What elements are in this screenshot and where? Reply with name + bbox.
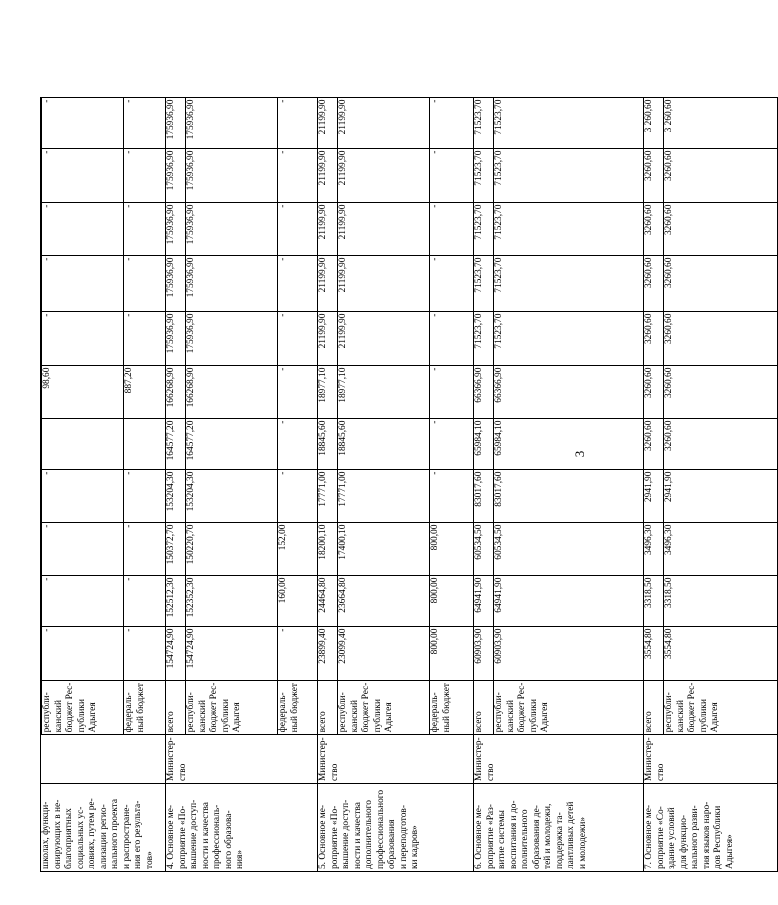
amount-cell: - [278, 469, 318, 522]
budget-source-cell [124, 680, 166, 735]
budget-source-line: канский [349, 700, 360, 733]
amount-cell: 71523,70 [494, 202, 644, 255]
amount-cell: 71523,70 [474, 311, 494, 365]
page-number: 3 [572, 450, 587, 458]
activity-name-line: нального проекта [110, 798, 120, 869]
amount-cell: - [124, 202, 166, 255]
executor-line: Министер- [644, 737, 654, 781]
amount-cell: - [42, 202, 124, 255]
amount-cell: - [42, 469, 124, 522]
executor-cell [474, 735, 644, 784]
executor-line: ство [655, 763, 666, 781]
amount-cell: - [430, 418, 474, 469]
table-row [166, 97, 186, 871]
amount-cell: - [430, 97, 474, 148]
amount-cell: 175936,90 [166, 202, 186, 255]
amount-cell: 3260,60 [644, 418, 664, 469]
budget-source-line: публики [698, 698, 709, 733]
activity-name-cell [318, 784, 474, 872]
amount-cell: 175936,90 [186, 148, 278, 202]
activity-name-line: лантливых детей [566, 801, 576, 869]
amount-cell: - [278, 255, 318, 311]
activity-name-cell [644, 784, 778, 872]
budget-source-line: федераль- [430, 692, 440, 733]
amount-cell: 3318,50 [644, 575, 664, 626]
budget-source-line: республи- [186, 692, 196, 733]
activity-name-line: ности и качества [352, 802, 363, 869]
amount-cell: 21199,90 [338, 311, 430, 365]
amount-cell: - [42, 148, 124, 202]
amount-cell: 23099,40 [338, 626, 430, 680]
table-row [318, 97, 338, 871]
budget-source-line: всего [318, 711, 328, 733]
amount-cell: 18977,10 [318, 365, 338, 418]
amount-cell: 3260,60 [664, 148, 778, 202]
budget-source-cell [494, 680, 644, 735]
amount-cell: - [430, 365, 474, 418]
budget-source-line: Адыгея [540, 702, 550, 733]
budget-source-line: бюджет Рес- [65, 682, 75, 733]
amount-cell: - [278, 626, 318, 680]
amount-cell: 71523,70 [474, 148, 494, 202]
amount-cell: 71523,70 [474, 97, 494, 148]
budget-source-line: канский [197, 700, 208, 733]
amount-cell: - [42, 255, 124, 311]
budget-source-cell [664, 680, 778, 735]
executor-cell [644, 735, 778, 784]
amount-cell: 175936,90 [166, 148, 186, 202]
executor-line: ство [329, 763, 340, 781]
activity-name-line: воспитания и до- [508, 800, 519, 869]
amount-cell: - [124, 148, 166, 202]
amount-cell: - [430, 469, 474, 522]
amount-cell: 17771,00 [338, 469, 430, 522]
budget-table [40, 97, 778, 872]
amount-cell [42, 418, 124, 469]
amount-cell: 3260,60 [664, 311, 778, 365]
amount-cell: 17400,10 [338, 522, 430, 575]
amount-cell: 152,00 [278, 522, 318, 575]
amount-cell: 65984,10 [474, 418, 494, 469]
activity-name-line: 7. Основное ме- [644, 805, 654, 869]
amount-cell: 3260,60 [664, 202, 778, 255]
activity-name-line: тия языков наро- [701, 801, 712, 869]
amount-cell: 175936,90 [166, 311, 186, 365]
amount-cell: 175936,90 [186, 202, 278, 255]
amount-cell: 21199,90 [318, 311, 338, 365]
amount-cell: 24464,80 [318, 575, 338, 626]
amount-cell: 21199,90 [318, 97, 338, 148]
activity-name-line: для функцио- [678, 814, 689, 869]
activity-name-line: благоприятных [64, 808, 74, 869]
amount-cell: 3 260,60 [664, 97, 778, 148]
table-row [644, 97, 664, 871]
budget-source-cell [166, 680, 186, 735]
activity-name-line: вышение доступ- [341, 799, 351, 869]
amount-cell: - [42, 311, 124, 365]
amount-cell: 3260,60 [664, 255, 778, 311]
amount-cell: 23899,40 [318, 626, 338, 680]
activity-name-line: ности и качества [200, 802, 211, 869]
activity-name-line: тов» [144, 851, 155, 869]
amount-cell: 3554,80 [644, 626, 664, 680]
amount-cell: 83017,60 [474, 469, 494, 522]
budget-source-line: республи- [338, 692, 348, 733]
amount-cell: 60534,50 [494, 522, 644, 575]
activity-name-line: социальных ус- [75, 806, 86, 869]
amount-cell [124, 365, 166, 418]
budget-source-line: Адыгея [232, 702, 242, 733]
budget-source-line: публики [76, 698, 87, 733]
amount-cell: - [430, 202, 474, 255]
amount-cell: 21199,90 [318, 202, 338, 255]
budget-source-line: ный бюджет [135, 683, 146, 733]
amount-cell: - [42, 575, 124, 626]
amount-cell: 150220,70 [186, 522, 278, 575]
activity-name-line: онирующих в не- [52, 799, 63, 869]
budget-source-line: Адыгея [710, 702, 720, 733]
budget-source-cell [186, 680, 278, 735]
amount-cell: - [430, 148, 474, 202]
activity-name-line: дов Республики [713, 805, 723, 869]
budget-source-cell [644, 680, 664, 735]
budget-source-line: всего [644, 711, 654, 733]
amount-cell: 166268,90 [166, 365, 186, 418]
budget-source-line: республи- [664, 692, 674, 733]
amount-cell: - [278, 97, 318, 148]
activity-name-line: нального разви- [690, 805, 700, 869]
executor-line: Министер- [318, 737, 328, 781]
budget-source-line: федераль- [278, 692, 288, 733]
amount-cell: 60534,50 [474, 522, 494, 575]
activity-name-line: роприятие «Со- [655, 806, 666, 869]
amount-cell: 152512,30 [166, 575, 186, 626]
activity-name-line: 5. Основное ме- [318, 805, 328, 869]
amount-cell: 71523,70 [494, 97, 644, 148]
amount-cell: - [124, 626, 166, 680]
amount-cell: 66366,90 [474, 365, 494, 418]
activity-name-line: поддержка та- [554, 812, 565, 869]
amount-cell: 3318,50 [664, 575, 778, 626]
activity-name-line: ловиях, путем ре- [87, 798, 97, 869]
amount-cell: 3260,60 [644, 255, 664, 311]
amount-cell: - [42, 626, 124, 680]
amount-cell: 21199,90 [318, 255, 338, 311]
amount-cell: 60903,90 [474, 626, 494, 680]
amount-cell: 60903,90 [494, 626, 644, 680]
amount-cell: - [124, 255, 166, 311]
amount-cell: - [278, 365, 318, 418]
activity-name-cell [166, 784, 318, 872]
activity-name-line: ки кадров» [410, 825, 420, 869]
amount-cell: - [278, 202, 318, 255]
budget-source-line: публики [528, 698, 539, 733]
activity-name-line: и распростране- [121, 804, 132, 869]
amount-cell: 21199,90 [338, 202, 430, 255]
executor-cell [41, 735, 166, 784]
activity-name-line: роприятие «По- [177, 805, 188, 869]
amount-cell: - [430, 255, 474, 311]
amount-cell: 21199,90 [318, 148, 338, 202]
activity-name-line: роприятие «По- [329, 805, 340, 869]
amount-cell: 800,00 [430, 626, 474, 680]
budget-source-line: ный бюджет [289, 683, 300, 733]
amount-cell: 153204,30 [166, 469, 186, 522]
activity-name-line: здание условий [667, 807, 677, 869]
amount-cell: - [42, 522, 124, 575]
amount-cell: 21199,90 [338, 255, 430, 311]
activity-name-line: роприятие «Раз- [485, 804, 496, 869]
amount-cell: 18977,10 [338, 365, 430, 418]
amount-cell: 64941,90 [494, 575, 644, 626]
activity-name-line: и переподготов- [398, 805, 409, 869]
activity-name-line: полнительного [520, 809, 530, 869]
budget-source-line: республи- [42, 692, 52, 733]
budget-source-cell [42, 680, 124, 735]
activity-name-line: Адыгея» [724, 834, 735, 869]
amount-cell: 18845,60 [318, 418, 338, 469]
amount-cell: 71523,70 [474, 202, 494, 255]
budget-source-line: республи- [494, 692, 504, 733]
budget-source-cell [430, 680, 474, 735]
activity-name-line: тей и молодежи, [543, 803, 553, 869]
budget-source-line: канский [505, 700, 516, 733]
amount-cell: 3260,60 [664, 365, 778, 418]
amount-cell: 2941,90 [644, 469, 664, 522]
executor-line: Министер- [474, 737, 484, 781]
amount-cell: 154724,90 [186, 626, 278, 680]
amount-cell: 71523,70 [474, 255, 494, 311]
amount-cell: 71523,70 [494, 148, 644, 202]
amount-cell: 3260,60 [644, 365, 664, 418]
activity-name-line: вышение доступ- [189, 799, 199, 869]
activity-name-line: ного образова- [223, 810, 234, 869]
budget-source-line: всего [474, 711, 484, 733]
amount-cell: 18200,10 [318, 522, 338, 575]
budget-source-line: публики [220, 698, 231, 733]
amount-cell: - [430, 311, 474, 365]
amount-cell: 3260,60 [664, 418, 778, 469]
amount-cell: 17771,00 [318, 469, 338, 522]
budget-source-cell [474, 680, 494, 735]
amount-cell: 3496,30 [644, 522, 664, 575]
amount-cell: 3496,30 [664, 522, 778, 575]
amount-cell: 3260,60 [644, 148, 664, 202]
activity-name-line: образования [387, 819, 397, 869]
budget-source-line: канский [675, 700, 686, 733]
amount-cell: - [278, 311, 318, 365]
executor-line: ство [177, 763, 188, 781]
amount-cell: 800,00 [430, 522, 474, 575]
amount-cell: 800,00 [430, 575, 474, 626]
budget-source-line: федераль- [124, 692, 134, 733]
amount-cell: - [278, 148, 318, 202]
activity-name-line: 4. Основное ме- [166, 805, 176, 869]
amount-cell: 2941,90 [664, 469, 778, 522]
budget-source-line: канский [53, 700, 64, 733]
amount-cell: 152352,30 [186, 575, 278, 626]
activity-name-line: ализации регио- [98, 804, 109, 869]
activity-name-line: профессионального [375, 789, 386, 869]
amount-cell: - [278, 418, 318, 469]
activity-name-line: 6. Основное ме- [474, 805, 484, 869]
budget-source-cell [338, 680, 430, 735]
amount-cell: - [124, 97, 166, 148]
amount-cell: 3260,60 [644, 311, 664, 365]
budget-source-line: Адыгея [88, 702, 98, 733]
amount-cell: 71523,70 [494, 255, 644, 311]
amount-cell: 3 260,60 [644, 97, 664, 148]
amount-cell: 166268,90 [186, 365, 278, 418]
budget-source-cell [278, 680, 318, 735]
extra-amount: 98,60 [42, 367, 52, 389]
amount-cell: 21199,90 [338, 97, 430, 148]
amount-cell: 154724,90 [166, 626, 186, 680]
amount-cell: 164577,20 [166, 418, 186, 469]
amount-cell: 83017,60 [494, 469, 644, 522]
amount-cell: 153204,30 [186, 469, 278, 522]
amount-cell: 64941,90 [474, 575, 494, 626]
activity-name-line: школах, функци- [41, 801, 51, 869]
budget-source-line: бюджет Рес- [517, 682, 527, 733]
amount-cell: 175936,90 [166, 97, 186, 148]
budget-source-line: всего [166, 711, 176, 733]
amount-cell: - [124, 575, 166, 626]
executor-line: Министер- [166, 737, 176, 781]
amount-cell: 160,00 [278, 575, 318, 626]
amount-cell: 71523,70 [494, 311, 644, 365]
activity-name-line: профессиональ- [212, 804, 222, 869]
amount-cell: 18845,60 [338, 418, 430, 469]
amount-cell: 150372,70 [166, 522, 186, 575]
amount-cell: 65984,10 [494, 418, 644, 469]
activity-name-cell [474, 784, 644, 872]
activity-name-cell [41, 784, 166, 872]
budget-source-line: Адыгея [384, 702, 394, 733]
activity-name-line: и молодежи» [577, 816, 588, 869]
activity-name-line: образования де- [531, 805, 542, 869]
amount-cell: - [124, 311, 166, 365]
budget-source-line: публики [372, 698, 383, 733]
executor-line: ство [485, 763, 496, 781]
executor-cell [318, 735, 474, 784]
amount-cell: 175936,90 [186, 97, 278, 148]
amount-cell: 3554,80 [664, 626, 778, 680]
amount-cell: 175936,90 [166, 255, 186, 311]
activity-name-line: ния его результа- [133, 800, 143, 869]
amount-cell: 175936,90 [186, 255, 278, 311]
budget-source-line: бюджет Рес- [361, 682, 371, 733]
amount-cell: - [124, 522, 166, 575]
amount-cell: 21199,90 [338, 148, 430, 202]
amount-cell: - [124, 469, 166, 522]
table-row [474, 97, 494, 871]
activity-name-line: витие системы [497, 810, 507, 869]
executor-cell [166, 735, 318, 784]
activity-name-line: дополнительного [364, 800, 374, 869]
activity-name-line: ния» [235, 849, 245, 869]
budget-source-line: ный бюджет [441, 683, 452, 733]
amount-cell [124, 418, 166, 469]
amount-cell: 23664,80 [338, 575, 430, 626]
extra-amount: 887,20 [124, 367, 134, 394]
amount-cell: 164577,20 [186, 418, 278, 469]
budget-source-cell [318, 680, 338, 735]
budget-source-line: бюджет Рес- [209, 682, 219, 733]
amount-cell: 175936,90 [186, 311, 278, 365]
amount-cell [42, 365, 124, 418]
amount-cell: 3260,60 [644, 202, 664, 255]
budget-source-line: бюджет Рес- [687, 682, 697, 733]
amount-cell: - [42, 97, 124, 148]
amount-cell: 66366,90 [494, 365, 644, 418]
